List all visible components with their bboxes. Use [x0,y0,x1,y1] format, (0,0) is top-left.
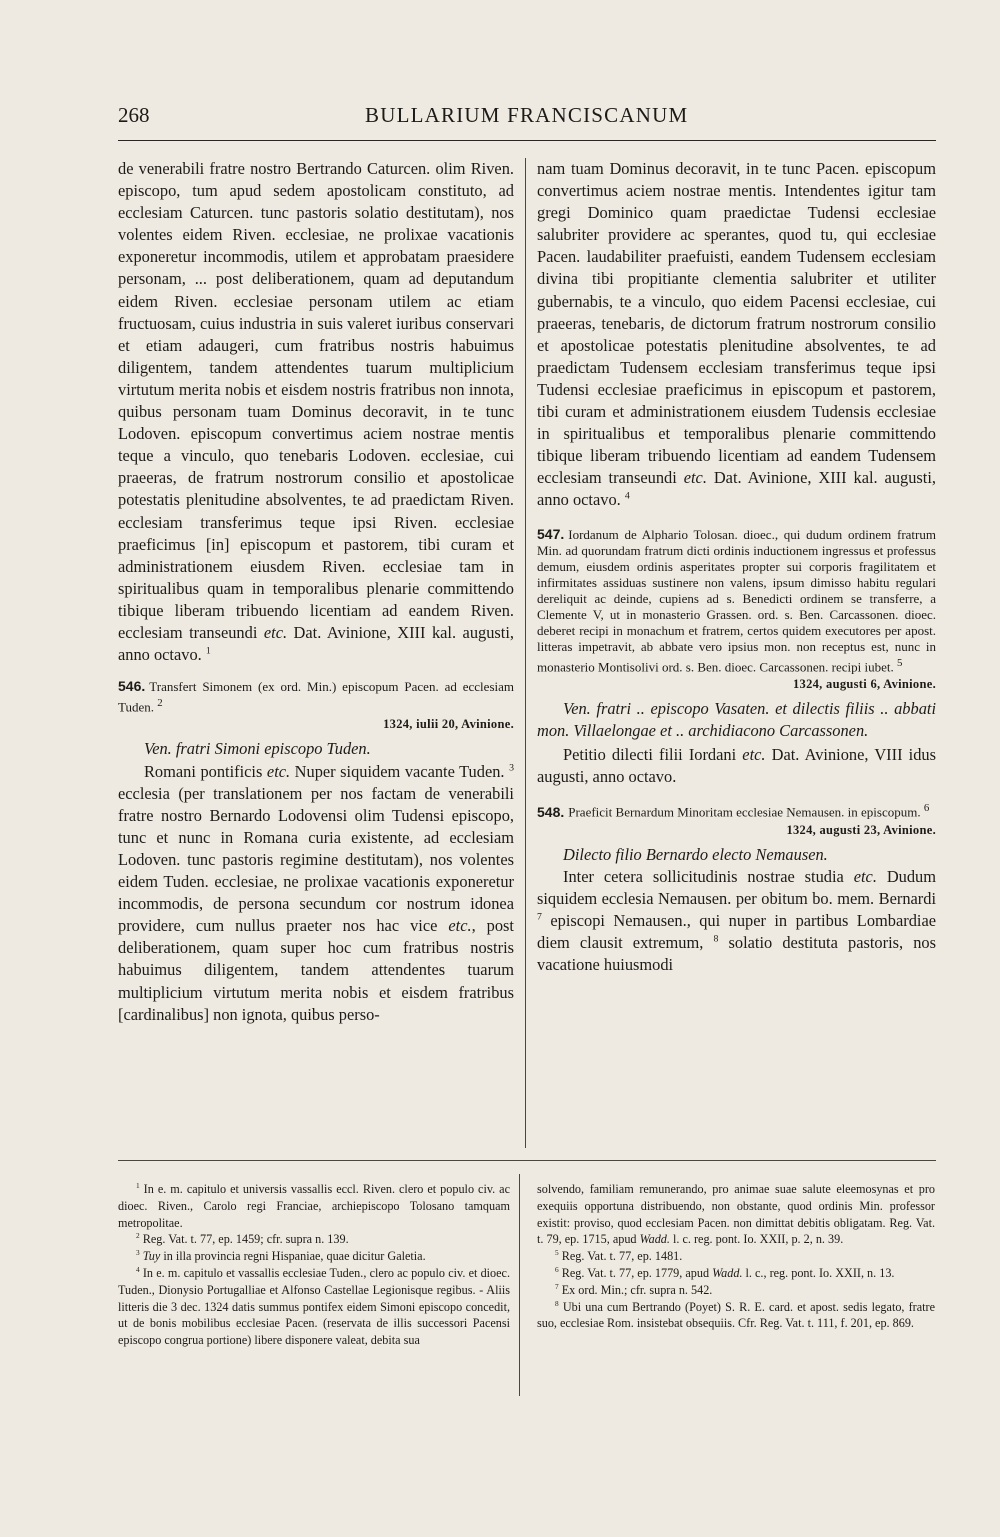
right-column [537,158,936,976]
document-date: 1324, augusti 23, Avinione. [786,822,936,837]
paragraph-text: de venerabili fratre nostro Bertrando Caturcen. olim Riven. episcopo, tum apud sedem apostolicam constituto, ad ecclesiam Caturcen. tunc pastoris solatio destitutam), nos volentes eidem Riven. ecclesiae, ne prolixae vacationis exponeretur incommodis, utilem et approbatam praesidere personam, ... post deliberationem, quam ad deputandum eidem Riven. ecclesiae personam utilem ac etiam fructuosam, cuius industria in suis valeret iuribus conservari et etiam adaugeri, cum fratribus nostris habuimus diligentem, tandem attendentes tuarum multiplicium virtutum merita nobis et eisdem nostris fratribus non innota, quibus personam tuam Dominus decoravit, in te tunc Lodoven. episcopum convertimus aciem nostrae mentis teque a vinculo, quo tenebaris Lodoven. ecclesiae, cui praeeras, de fratrum nostrorum consilio et apostolicae potestatis plenitudine absolventes, te ad praedictam Riven. ecclesiam transferimus teque ipsi Riven. ecclesiae praeficimus [in] episcopum et pastorem, tibi curam et administrationem eiusdem Riven. ecclesiae tam in spiritualibus quam in temporalibus plenarie committendo tibique liberam tribuendo licentiam ad eandem Riven. ecclesiam transeundi [118,159,514,642]
footnote-text: Reg. Vat. t. 77, ep. 1459; cfr. supra n. 139. [142,1232,349,1247]
footnote-mark: 5 [555,1248,559,1258]
paragraph-text: Romani pontificis [144,761,267,781]
paragraph-text: Dudum siquidem ecclesia Nemausen. per obitum bo. mem. Bernardi [537,866,936,908]
paragraph-text: episcopi Nemausen., qui nuper in partibus Lombardiae diem clausit extremum, [537,910,936,952]
address-line: Ven. fratri .. episcopo Vasaten. et dilectis filiis .. abbati mon. Villaelongae et .. archidiacono Carcassonen. [537,698,936,740]
footnote-ref: 2 [157,697,163,710]
paragraph-text: nam tuam Dominus decoravit, in te tunc Pacen. episcopum convertimus aciem nostrae mentis. Intendentes igitur tam gregi Dominico quam praedictae Tudensi ecclesiae salubriter providere ac sperantes, quod tu, qui ecclesiae Pacen. laudabiliter praefuisti, eandem Tudensem ecclesiam divina tibi propitiante clementia salubriter et utiliter gubernabis, te a vinculo, quo eidem Pacensi ecclesiae, cui praeeras, tenebaris, de dictorum fratrum nostrorum consilio et apostolicae potestatis plenitudine absolventes, te ad praedictam Tudensem ecclesiam transferimus teque ipsi Tudensi ecclesiae praeficimus in episcopum et pastorem, tibi curam et administrationem eiusdem Tudensis ecclesiae in spiritualibus et temporalibus plenarie committendo tibique liberam tribuendo licentiam ad eandem Tudensem ecclesiam transeundi [537,159,936,488]
column-divider [525,158,526,1148]
footnote-text: l. c., reg. pont. Io. XXII, n. 13. [742,1265,895,1280]
document-paragraph [537,744,936,788]
etc-abbreviation: etc. [263,622,288,642]
footnote-text: Wadd. [639,1232,670,1247]
paragraph-text: , post deliberationem, quam super hoc cum fratribus nostris habuimus diligentem, tandem attendentes tuarum multiplicium virtutum merita nobis et eisdem fratribus [cardinalibus] non ignota, quibus perso- [118,916,514,1024]
regest-text: Praeficit Bernardum Minoritam ecclesiae Nemausen. in episcopum. [568,804,921,820]
footnote [537,1282,935,1299]
footnote-text: solvendo, familiam remunerando, pro animae suae salute eleemosynas et pro exequiis opportuna distribuendo, non obstante, quod ordinis Min. professor existit: proviso, quod ecclesiam Pacen. non dimittat debitis obligatam. Reg. Vat. t. 79, ep. 1715, apud [537,1182,935,1247]
footnote-text: in illa provincia regni Hispaniae, quae dicitur Galetia. [160,1249,426,1264]
footnote-mark: 6 [555,1264,559,1274]
document-regest [118,678,514,715]
document-number: 547. [537,525,565,542]
footnote-ref: 8 [713,933,719,945]
paragraph-text: Dat. Avinione, XIII kal. augusti, anno octavo. [537,468,936,510]
footnote-text: l. c. reg. pont. Io. XXII, p. 2, n. 39. [669,1232,844,1247]
paragraph-text: ecclesia (per translationem per nos factam de venerabili fratre nostro Bernardo Lodovensi olim Tudensi episcopo, tunc et nunc in Romana curia existente, ad ecclesiam Lodoven. tunc pastoris regimine destitutam), nos volentes eidem Tuden. ecclesiae, ne prolixae vacationis exponeretur incommodis, de persona secundum cor nostrum idonea providere, cum nullus praeter nos hac vice [118,783,514,936]
footnote [537,1248,935,1265]
footnote [537,1265,935,1282]
footnote-text: Ubi una cum Bertrando (Poyet) S. R. E. card. et apost. sedis legato, fratre suo, ecclesiae Rom. insistebat obsequiis. Cfr. Reg. Vat. t. 111, f. 201, ep. 869. [537,1299,936,1331]
document-regest [537,800,936,820]
footnote-ref: 5 [896,656,903,669]
footnote [537,1181,935,1248]
footnote-text: In e. m. capitulo et universis vassallis eccl. Riven. clero et populo civ. ac dioec. Riven., Carolo regi Franciae, archiepiscopo Tolosano tamquam metropolitae. [118,1182,511,1230]
footnote [118,1231,510,1248]
paragraph-text: Petitio dilecti filii Iordani [563,745,743,765]
footnotes-left [118,1181,510,1349]
footnote-text: Reg. Vat. t. 77, ep. 1481. [561,1249,683,1264]
etc-abbreviation: etc. [683,468,707,488]
running-title: BULLARIUM FRANCISCANUM [365,103,689,127]
footnote-mark: 3 [136,1248,140,1258]
left-column [118,158,514,1026]
footnote [118,1181,510,1231]
document-paragraph [537,866,936,976]
footnote-mark: 2 [136,1231,140,1241]
footnote [537,1299,935,1333]
paragraph-text: Dat. Avinione, XIII kal. augusti, anno octavo. [118,622,514,665]
footnote-text: In e. m. capitulo et vassallis ecclesiae Tuden., clero ac populo civ. et dioec. Tuden., Dionysio Portugalliae et Alfonso Castellae Legionisque regibus. - Aliis litteris die 3 dec. 1324 datis summus pontifex eidem Simoni episcopo concedit, ut de bonis mobilibus ecclesiae Pacen. (reservata de illis successori Pacensi episcopo congrua portione) libere disponere valeat, debita sua [118,1265,511,1348]
document-regest [537,526,936,675]
footnote-ref: 4 [624,490,630,502]
page-number: 268 [118,103,150,127]
address-line: Ven. fratri Simoni episcopo Tuden. [144,739,371,759]
footnote-mark: 7 [555,1281,559,1291]
footnotes-right [537,1181,935,1332]
document-number: 548. [537,803,565,820]
footnote [118,1248,510,1265]
footnote-divider [118,1160,936,1161]
regest-text: Iordanum de Alphario Tolosan. dioec., qui dudum ordinem fratrum Min. ad quorundam fratrum dicti ordinis inductionem ingressus et professus demum, eiusdem ordinis asperitates propter sui corporis fragilitatem et infirmitates assiduas sustinere non valens, ipsum dimisso habitu regulari dereliquit ac deinde, cupiens ad s. Benedicti ordinem se transferre, a Clemente V, ut in monasterio Grassen. ord. s. Ben. Carcassonen. dioec. deberet recipi in monachum et fratrem, certos quidem executores per apost. litteras impetravit, ab abbate vero ipsius mon. non receptus est, nunc in monasterio Montisolivi ord. s. Ben. dioec. Carcassonen. recipi iubet. [537,526,936,674]
etc-abbreviation: etc. [266,761,291,781]
paragraph-text: Dat. Avinione, VIII idus augusti, anno octavo. [537,745,936,787]
etc-abbreviation: etc. [853,866,877,886]
footnote-mark: 1 [136,1180,140,1190]
document-date: 1324, iulii 20, Avinione. [383,717,514,732]
footnote-text: Tuy [142,1249,161,1264]
header-rule [118,140,936,141]
document-paragraph [118,158,514,666]
document-date: 1324, augusti 6, Avinione. [792,676,936,691]
footnote-mark: 8 [555,1298,559,1308]
footnote [118,1265,510,1349]
document-number: 546. [118,678,146,695]
footnote-ref: 1 [205,645,211,657]
footnote-ref: 7 [537,911,542,923]
document-paragraph [118,761,514,1026]
paragraph-text: solatio destituta pastoris, nos vacatione huiusmodi [537,932,936,974]
footnote-ref: 6 [923,802,930,815]
footnote-text: Ex ord. Min.; cfr. supra n. 542. [561,1282,713,1297]
footnote-text: Reg. Vat. t. 77, ep. 1779, apud [561,1265,713,1280]
paragraph-text: Nuper siquidem vacante Tuden. [290,761,505,781]
footnote-ref: 3 [509,762,515,774]
document-paragraph [537,158,936,512]
footnote-column-divider [519,1174,520,1396]
footnote-text: Wadd. [712,1265,743,1280]
address-line: Dilecto filio Bernardo electo Nemausen. [563,844,828,864]
etc-abbreviation: etc. [742,745,766,765]
etc-abbreviation: etc. [448,916,472,936]
paragraph-text: Inter cetera sollicitudinis nostrae studia [563,866,854,886]
regest-text: Transfert Simonem (ex ord. Min.) episcopum Pacen. ad ecclesiam Tuden. [118,679,514,715]
footnote-mark: 4 [136,1264,140,1274]
